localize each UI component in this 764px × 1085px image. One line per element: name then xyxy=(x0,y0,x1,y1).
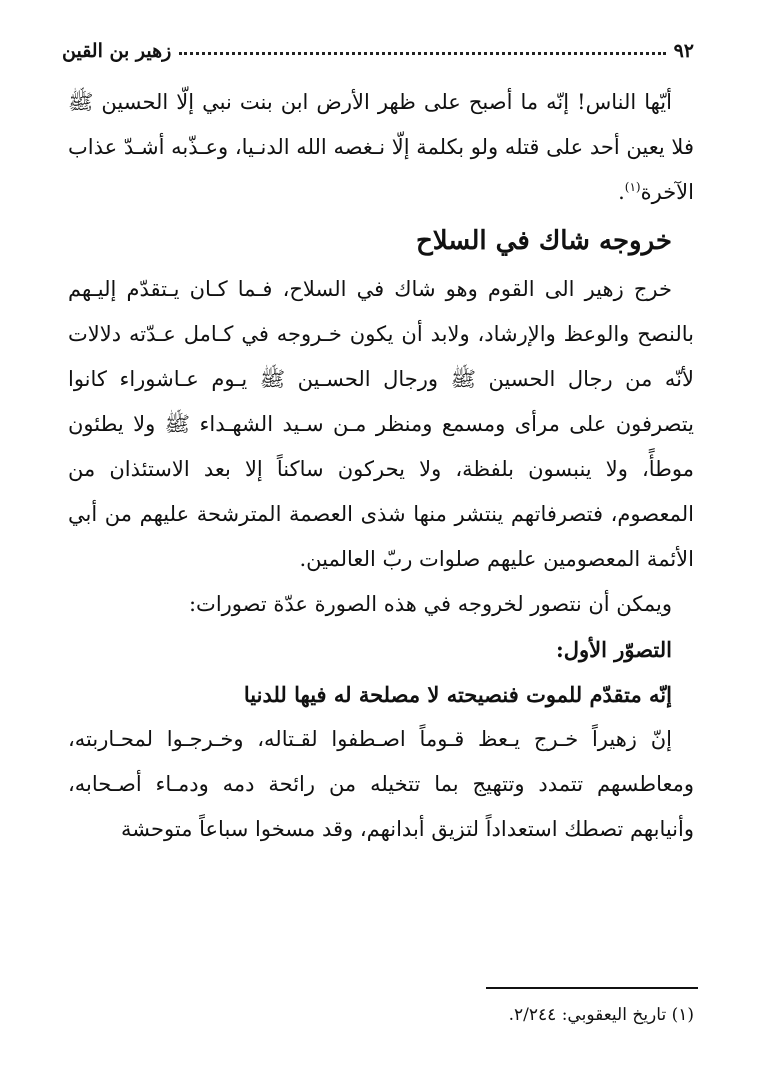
page-number: ٩٢ xyxy=(673,40,694,62)
footnote-reference: (١) xyxy=(624,180,641,194)
paragraph-quote xyxy=(68,80,694,215)
paragraph-quote-end: . xyxy=(618,180,625,204)
header-dot-leader xyxy=(179,52,665,55)
subheading-first-view: التصوّر الأول: xyxy=(555,637,672,662)
paragraph-quote-text: أيّها الناس! إنّه ما أصبح على ظهر الأرض ابن بنت نبي إلّا الحسين ﷺ فلا يعين أحد على قتله ولو بكلمة إلّا نـغصه الله الدنـيا، وعـذّبه أشـدّ عذاب الآخرة xyxy=(68,90,694,204)
body-text xyxy=(68,80,694,852)
subheading-statement: إنّه متقدّم للموت فنصيحته لا مصلحة له فيها للدنيا xyxy=(243,682,672,707)
running-title: زهير بن القين xyxy=(62,40,172,62)
paragraph-intro: ويمكن أن نتصور لخروجه في هذه الصورة عدّة تصورات: xyxy=(188,592,672,616)
paragraph-continued: إنّ زهيراً خـرج يـعظ قـوماً اصـطفوا لقـتاله، وخـرجـوا لمحـاربته، ومعاطسهم تتمدد وتتهيج بما تتخيله من رائحة دمه ودمـاء أصـحابه، وأنيابهم تصطك استعداداً لتزيق أبدانهم، وقد مسخوا سباعاً متوحشة xyxy=(68,727,694,841)
footnote: (١) تاريخ اليعقوبي: ٢/٢٤٤. xyxy=(508,1005,694,1025)
section-heading: خروجه شاك في السلاح xyxy=(415,226,672,256)
paragraph-body: خرج زهير الى القوم وهو شاك في السلاح، فـما كـان يـتقدّم إليـهم بالنصح والوعظ والإرشاد، ولابد أن يكون خـروجه في كـامل عـدّته دلالات لأنّه من رجال الحسين ﷺ ورجال الحسـين ﷺ يـوم عـاشوراء كانوا يتصرفون على مرأى ومسمع ومنظر مـن سـيد الشهـداء ﷺ ولا يطئون موطأً، ولا ينبسون بلفظة، ولا يحركون ساكناً إلا بعد الاستئذان من المعصوم، فتصرفاتهم ينتشر منها شذى العصمة المترشحة عليهم من أبي الأئمة المعصومين عليهم صلوات ربّ العالمين. xyxy=(68,277,694,571)
footnote-separator xyxy=(486,987,698,989)
running-header xyxy=(62,26,694,62)
